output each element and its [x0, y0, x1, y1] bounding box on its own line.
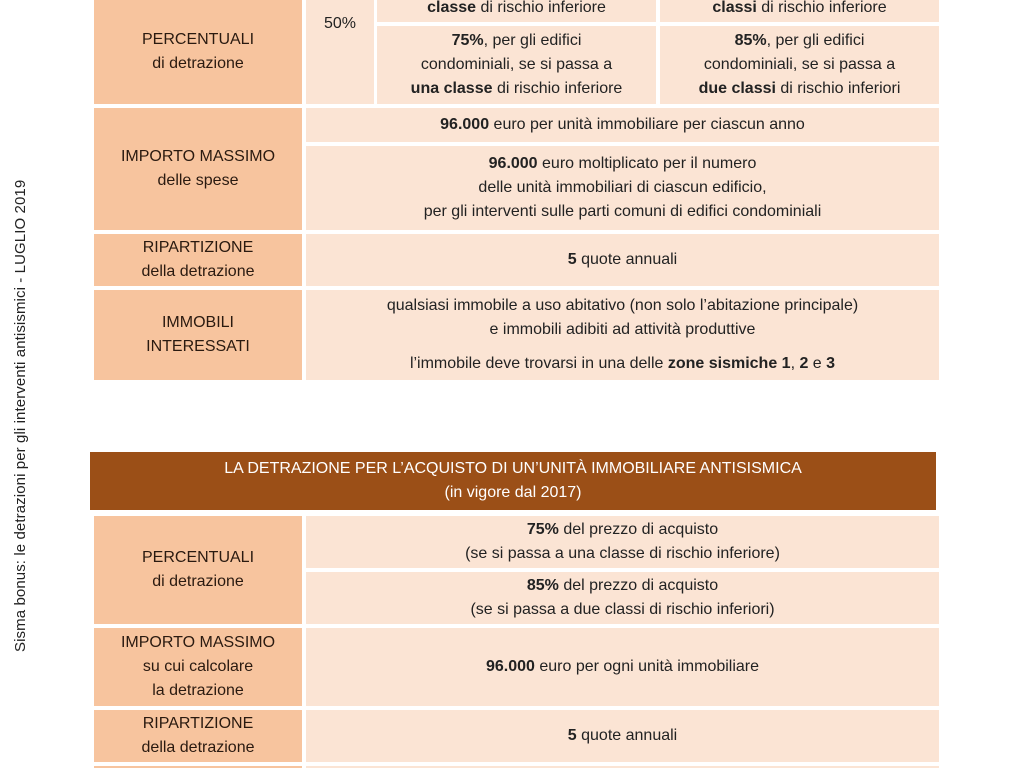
cell-line: qualsiasi immobile a uso abitativo (non solo l’abitazione principale): [386, 297, 859, 314]
cell-line: delle unità immobiliari di ciascun edificio,: [478, 179, 767, 196]
label-line: PERCENTUALI: [141, 31, 255, 48]
label-line: della detrazione: [141, 263, 255, 280]
cell-line: 75%, per gli edifici: [451, 32, 582, 49]
label-line: RIPARTIZIONE: [142, 715, 254, 732]
cell-line: 85%, per gli edifici: [734, 32, 865, 49]
t2-importo-label: [94, 628, 302, 706]
label-line: INTERESSATI: [146, 338, 250, 355]
t2-importo-value: [306, 628, 939, 706]
cell-line: 96.000 euro moltiplicato per il numero: [488, 155, 757, 172]
label-line: di detrazione: [152, 573, 244, 590]
t1-immobili-label: [94, 290, 302, 380]
t2-ripartizione-value: [306, 710, 939, 762]
t1-ripartizione-value: [306, 234, 939, 286]
header-title: LA DETRAZIONE PER L’ACQUISTO DI UN’UNITÀ IMMOBILIARE ANTISISMICA: [224, 460, 802, 477]
label-line: la detrazione: [152, 682, 244, 699]
t1-percentuali-label: [94, 0, 302, 104]
t1-condo-right-cell: [660, 26, 939, 104]
label-line: PERCENTUALI: [141, 549, 255, 566]
t1-ripartizione-label: [94, 234, 302, 286]
t1-top-right-cell: [660, 0, 939, 22]
cell-text: classe di rischio inferiore: [427, 0, 606, 16]
cell-text: 5 quote annuali: [567, 727, 678, 744]
t1-importo-row2: [306, 146, 939, 230]
cell-line: e immobili adibiti ad attività produttive: [489, 321, 756, 338]
label-line: della detrazione: [141, 739, 255, 756]
cell-text: classi di rischio inferiore: [712, 0, 887, 16]
cell-text: 96.000 euro per unità immobiliare per ciascun anno: [440, 116, 805, 133]
label-line: IMPORTO MASSIMO: [120, 634, 276, 651]
label-line: delle spese: [157, 172, 239, 189]
side-caption: Sisma bonus: le detrazioni per gli interventi antisismici - LUGLIO 2019: [12, 179, 29, 652]
cell-line: (se si passa a una classe di rischio inferiore): [465, 545, 780, 562]
t1-base-percent: [306, 0, 374, 104]
cell-text: 96.000 euro per ogni unità immobiliare: [485, 658, 760, 675]
header-subtitle: (in vigore dal 2017): [444, 484, 582, 501]
base-percent-value: 50%: [323, 15, 357, 32]
cell-line: una classe di rischio inferiore: [410, 80, 623, 97]
cell-line: condominiali, se si passa a: [703, 56, 896, 73]
label-line: di detrazione: [152, 55, 244, 72]
cell-line: 75% del prezzo di acquisto: [526, 521, 719, 538]
cell-text: 5 quote annuali: [567, 251, 678, 268]
label-line: RIPARTIZIONE: [142, 239, 254, 256]
cell-line: due classi di rischio inferiori: [698, 80, 901, 97]
t1-immobili-value: [306, 290, 939, 380]
cell-line: l’immobile deve trovarsi in una delle zone sismiche 1, 2 e 3: [409, 355, 836, 372]
label-line: IMPORTO MASSIMO: [120, 148, 276, 165]
t2-percentuali-label: [94, 516, 302, 624]
label-line: IMMOBILI: [161, 314, 234, 331]
t2-percentuali-row2: [306, 572, 939, 624]
cell-line: 85% del prezzo di acquisto: [526, 577, 719, 594]
t1-top-left-cell: [377, 0, 656, 22]
cell-line: per gli interventi sulle parti comuni di edifici condominiali: [423, 203, 822, 220]
label-line: su cui calcolare: [142, 658, 254, 675]
t2-percentuali-row1: [306, 516, 939, 568]
t1-importo-row1: [306, 108, 939, 142]
cell-line: (se si passa a due classi di rischio inferiori): [470, 601, 775, 618]
t1-condo-left-cell: [377, 26, 656, 104]
t2-header: [90, 452, 936, 510]
t1-importo-label: [94, 108, 302, 230]
t2-ripartizione-label: [94, 710, 302, 762]
cell-line: condominiali, se si passa a: [420, 56, 613, 73]
